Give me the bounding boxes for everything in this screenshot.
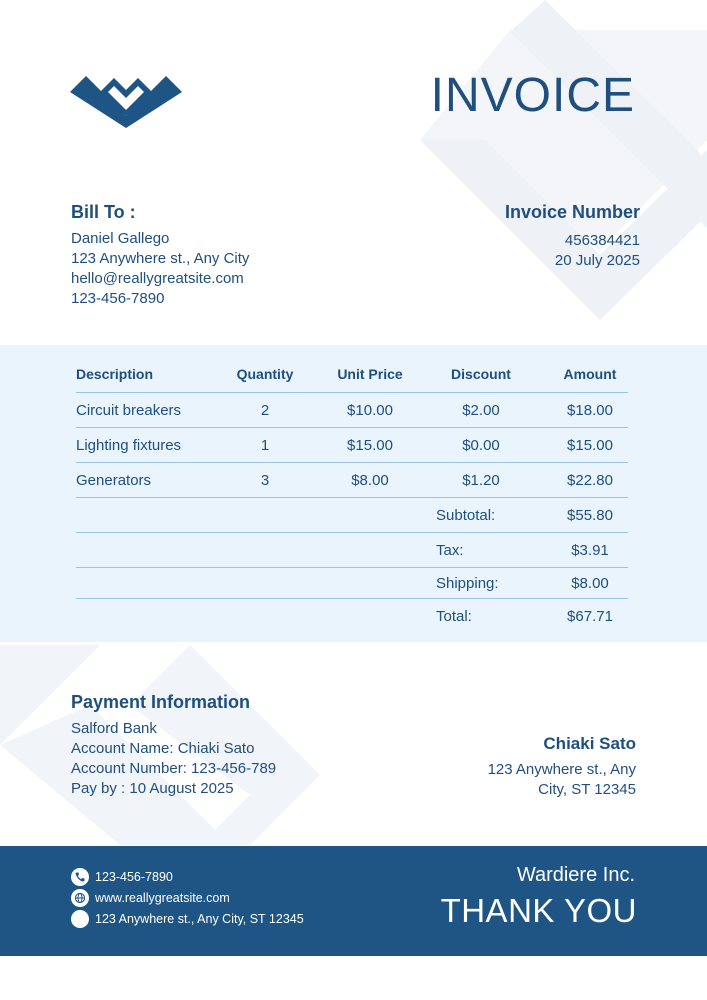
subtotal-value: $55.80 (567, 506, 613, 524)
item-quantity: 1 (260, 436, 270, 454)
contact-website (71, 887, 304, 908)
payment-account-name: Account Name: Chiaki Sato (71, 740, 255, 757)
item-unit-price: $15.00 (347, 436, 393, 454)
item-description: Lighting fixtures (76, 436, 182, 454)
globe-icon (71, 889, 89, 907)
item-quantity: 2 (260, 401, 270, 419)
contact-website-text: www.reallygreatsite.com (95, 890, 230, 905)
item-unit-price: $10.00 (347, 401, 393, 419)
payment-account-number: Account Number: 123-456-789 (71, 760, 277, 777)
summary-row-tax (76, 533, 628, 568)
company-logo (70, 70, 182, 130)
contact-phone (71, 866, 304, 887)
header-amount: Amount (563, 365, 617, 382)
header-quantity: Quantity (236, 365, 294, 382)
company-name: Wardiere Inc. (516, 864, 635, 886)
total-label: Total: (436, 608, 472, 625)
payment-info (71, 692, 276, 799)
payment-due-date: Pay by : 10 August 2025 (71, 780, 234, 797)
bill-to-heading: Bill To : (71, 202, 136, 222)
bill-to-name: Daniel Gallego (71, 230, 170, 247)
invoice-number: 456384421 (564, 232, 640, 249)
invoice-info (505, 202, 640, 271)
table-header (76, 355, 628, 393)
item-unit-price: $8.00 (351, 471, 389, 489)
contact-list (71, 866, 304, 929)
bill-to-address: 123 Anywhere st., Any City (71, 250, 250, 267)
item-discount: $1.20 (462, 471, 500, 489)
header-description: Description (76, 365, 154, 382)
table-row (76, 463, 628, 498)
header-unit-price: Unit Price (337, 365, 403, 382)
items-table (76, 355, 628, 634)
phone-icon (71, 868, 89, 886)
item-amount: $22.80 (567, 471, 613, 489)
thank-you-text: THANK YOU (440, 892, 637, 929)
invoice-number-heading: Invoice Number (504, 202, 640, 222)
location-icon (71, 910, 89, 928)
bill-to-section (71, 202, 249, 309)
invoice-date: 20 July 2025 (554, 252, 640, 269)
item-amount: $18.00 (567, 401, 613, 419)
signer-info (488, 734, 636, 800)
item-discount: $2.00 (462, 401, 500, 419)
tax-label: Tax: (436, 541, 464, 559)
shipping-value: $8.00 (571, 574, 609, 592)
header-discount: Discount (451, 365, 511, 382)
signer-address-line2: City, ST 12345 (538, 781, 636, 798)
item-description: Circuit breakers (76, 401, 182, 419)
table-row (76, 393, 628, 428)
tax-value: $3.91 (571, 541, 609, 559)
footer (0, 846, 707, 956)
shipping-label: Shipping: (436, 574, 499, 592)
total-value: $67.71 (567, 608, 613, 625)
item-quantity: 3 (260, 471, 270, 489)
signer-address-line1: 123 Anywhere st., Any (487, 761, 636, 778)
payment-heading: Payment Information (71, 692, 251, 712)
bill-to-phone: 123-456-7890 (71, 290, 165, 307)
summary-row-subtotal (76, 498, 628, 533)
summary-row-total (76, 599, 628, 634)
page-title: INVOICE (430, 69, 635, 122)
summary-row-shipping (76, 568, 628, 599)
signer-name: Chiaki Sato (543, 734, 636, 753)
item-amount: $15.00 (567, 436, 613, 454)
contact-address-text: 123 Anywhere st., Any City, ST 12345 (95, 911, 304, 926)
contact-address (71, 908, 304, 929)
contact-phone-text: 123-456-7890 (95, 869, 173, 884)
payment-bank: Salford Bank (71, 720, 157, 737)
bill-to-email: hello@reallygreatsite.com (71, 270, 244, 287)
subtotal-label: Subtotal: (436, 506, 496, 524)
item-description: Generators (76, 471, 152, 489)
table-row (76, 428, 628, 463)
item-discount: $0.00 (462, 436, 500, 454)
